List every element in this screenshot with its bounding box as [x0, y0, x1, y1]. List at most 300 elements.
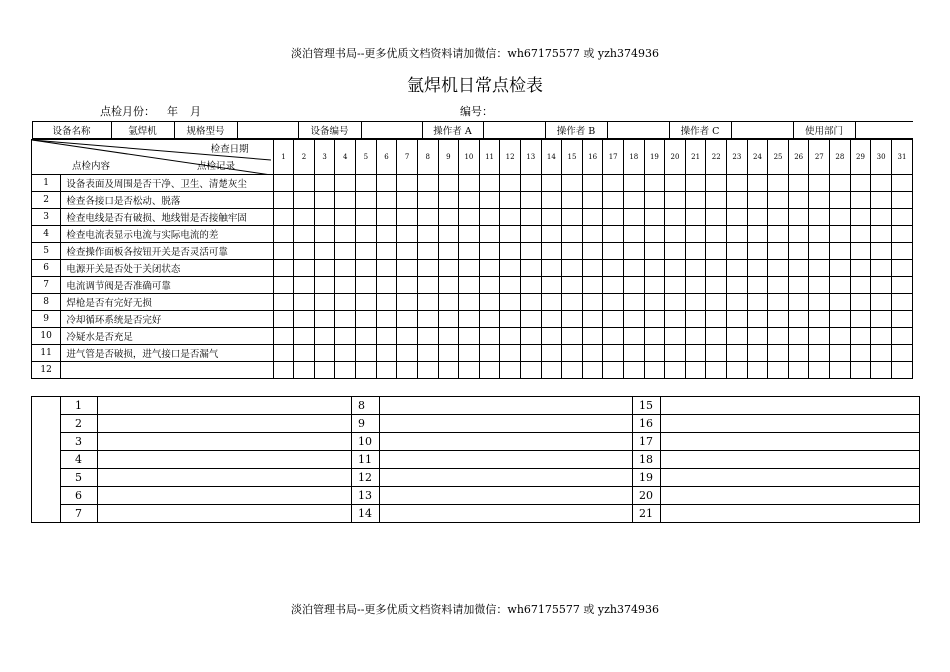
check-cell[interactable] [438, 362, 459, 379]
check-cell[interactable] [520, 175, 541, 192]
check-cell[interactable] [582, 192, 603, 209]
check-cell[interactable] [644, 260, 665, 277]
check-cell[interactable] [520, 226, 541, 243]
note-field[interactable] [98, 451, 352, 469]
check-cell[interactable] [582, 175, 603, 192]
check-cell[interactable] [747, 175, 768, 192]
check-cell[interactable] [562, 175, 583, 192]
check-cell[interactable] [479, 294, 500, 311]
check-cell[interactable] [500, 362, 521, 379]
check-cell[interactable] [294, 175, 315, 192]
check-cell[interactable] [644, 175, 665, 192]
check-cell[interactable] [582, 362, 603, 379]
check-cell[interactable] [850, 294, 871, 311]
check-cell[interactable] [335, 362, 356, 379]
check-cell[interactable] [335, 345, 356, 362]
check-cell[interactable] [685, 345, 706, 362]
check-cell[interactable] [314, 226, 335, 243]
check-cell[interactable] [685, 192, 706, 209]
check-cell[interactable] [830, 277, 851, 294]
check-cell[interactable] [273, 311, 294, 328]
check-cell[interactable] [665, 226, 686, 243]
check-cell[interactable] [727, 209, 748, 226]
check-cell[interactable] [644, 345, 665, 362]
check-cell[interactable] [500, 328, 521, 345]
check-cell[interactable] [562, 345, 583, 362]
check-cell[interactable] [520, 345, 541, 362]
check-cell[interactable] [294, 277, 315, 294]
check-cell[interactable] [706, 362, 727, 379]
check-cell[interactable] [541, 328, 562, 345]
check-cell[interactable] [562, 311, 583, 328]
check-cell[interactable] [850, 260, 871, 277]
check-cell[interactable] [376, 209, 397, 226]
check-cell[interactable] [685, 175, 706, 192]
check-cell[interactable] [438, 311, 459, 328]
check-cell[interactable] [706, 209, 727, 226]
check-cell[interactable] [273, 209, 294, 226]
check-cell[interactable] [727, 260, 748, 277]
check-cell[interactable] [809, 277, 830, 294]
check-cell[interactable] [376, 294, 397, 311]
check-cell[interactable] [397, 260, 418, 277]
check-cell[interactable] [314, 175, 335, 192]
check-cell[interactable] [479, 260, 500, 277]
check-cell[interactable] [438, 260, 459, 277]
check-cell[interactable] [582, 345, 603, 362]
check-cell[interactable] [314, 243, 335, 260]
check-cell[interactable] [335, 243, 356, 260]
check-cell[interactable] [438, 243, 459, 260]
check-cell[interactable] [582, 209, 603, 226]
check-cell[interactable] [335, 294, 356, 311]
check-cell[interactable] [541, 345, 562, 362]
check-cell[interactable] [747, 362, 768, 379]
check-cell[interactable] [706, 294, 727, 311]
check-cell[interactable] [727, 362, 748, 379]
check-cell[interactable] [356, 362, 377, 379]
check-cell[interactable] [788, 226, 809, 243]
check-cell[interactable] [479, 311, 500, 328]
check-cell[interactable] [417, 192, 438, 209]
check-cell[interactable] [376, 345, 397, 362]
check-cell[interactable] [644, 209, 665, 226]
check-cell[interactable] [397, 243, 418, 260]
check-cell[interactable] [665, 294, 686, 311]
check-cell[interactable] [500, 260, 521, 277]
check-cell[interactable] [397, 345, 418, 362]
check-cell[interactable] [727, 175, 748, 192]
check-cell[interactable] [747, 328, 768, 345]
check-cell[interactable] [768, 345, 789, 362]
check-cell[interactable] [376, 328, 397, 345]
check-cell[interactable] [644, 311, 665, 328]
check-cell[interactable] [891, 328, 912, 345]
check-cell[interactable] [582, 294, 603, 311]
check-cell[interactable] [768, 362, 789, 379]
check-cell[interactable] [376, 243, 397, 260]
note-field[interactable] [98, 469, 352, 487]
check-cell[interactable] [397, 209, 418, 226]
check-cell[interactable] [397, 362, 418, 379]
check-cell[interactable] [314, 362, 335, 379]
check-cell[interactable] [376, 277, 397, 294]
note-field[interactable] [380, 451, 633, 469]
check-cell[interactable] [459, 311, 480, 328]
check-cell[interactable] [891, 311, 912, 328]
check-cell[interactable] [809, 243, 830, 260]
check-cell[interactable] [706, 226, 727, 243]
check-cell[interactable] [850, 311, 871, 328]
check-cell[interactable] [727, 226, 748, 243]
check-cell[interactable] [830, 226, 851, 243]
check-cell[interactable] [850, 328, 871, 345]
note-field[interactable] [661, 505, 920, 523]
check-cell[interactable] [685, 277, 706, 294]
check-cell[interactable] [706, 328, 727, 345]
check-cell[interactable] [644, 277, 665, 294]
check-cell[interactable] [727, 243, 748, 260]
check-cell[interactable] [809, 345, 830, 362]
check-cell[interactable] [850, 226, 871, 243]
check-cell[interactable] [850, 209, 871, 226]
check-cell[interactable] [891, 260, 912, 277]
check-cell[interactable] [788, 345, 809, 362]
check-cell[interactable] [417, 311, 438, 328]
check-cell[interactable] [479, 226, 500, 243]
check-cell[interactable] [665, 192, 686, 209]
check-cell[interactable] [294, 328, 315, 345]
check-cell[interactable] [665, 362, 686, 379]
check-cell[interactable] [562, 226, 583, 243]
check-cell[interactable] [397, 175, 418, 192]
check-cell[interactable] [747, 277, 768, 294]
check-cell[interactable] [788, 175, 809, 192]
model-value[interactable] [237, 122, 298, 139]
note-field[interactable] [98, 397, 352, 415]
check-cell[interactable] [459, 175, 480, 192]
check-cell[interactable] [520, 311, 541, 328]
check-cell[interactable] [500, 277, 521, 294]
check-cell[interactable] [459, 209, 480, 226]
check-cell[interactable] [891, 209, 912, 226]
check-cell[interactable] [665, 175, 686, 192]
check-cell[interactable] [706, 192, 727, 209]
note-field[interactable] [661, 433, 920, 451]
check-cell[interactable] [541, 362, 562, 379]
check-cell[interactable] [314, 260, 335, 277]
check-cell[interactable] [541, 243, 562, 260]
check-cell[interactable] [788, 243, 809, 260]
check-cell[interactable] [809, 294, 830, 311]
note-field[interactable] [98, 505, 352, 523]
check-cell[interactable] [788, 328, 809, 345]
check-cell[interactable] [438, 328, 459, 345]
check-cell[interactable] [623, 260, 644, 277]
check-cell[interactable] [727, 328, 748, 345]
check-cell[interactable] [438, 277, 459, 294]
check-cell[interactable] [582, 260, 603, 277]
check-cell[interactable] [294, 260, 315, 277]
check-cell[interactable] [582, 243, 603, 260]
check-cell[interactable] [417, 226, 438, 243]
note-field[interactable] [661, 451, 920, 469]
check-cell[interactable] [809, 192, 830, 209]
check-cell[interactable] [520, 294, 541, 311]
check-cell[interactable] [356, 294, 377, 311]
check-cell[interactable] [603, 226, 624, 243]
check-cell[interactable] [603, 209, 624, 226]
check-cell[interactable] [459, 362, 480, 379]
check-cell[interactable] [459, 277, 480, 294]
check-cell[interactable] [335, 260, 356, 277]
check-cell[interactable] [376, 226, 397, 243]
check-cell[interactable] [520, 362, 541, 379]
check-cell[interactable] [397, 311, 418, 328]
check-cell[interactable] [623, 226, 644, 243]
check-cell[interactable] [520, 243, 541, 260]
check-cell[interactable] [809, 311, 830, 328]
check-cell[interactable] [520, 192, 541, 209]
check-cell[interactable] [830, 345, 851, 362]
check-cell[interactable] [582, 311, 603, 328]
check-cell[interactable] [768, 328, 789, 345]
check-cell[interactable] [768, 294, 789, 311]
check-cell[interactable] [706, 277, 727, 294]
check-cell[interactable] [768, 277, 789, 294]
check-cell[interactable] [891, 294, 912, 311]
check-cell[interactable] [356, 175, 377, 192]
check-cell[interactable] [768, 192, 789, 209]
note-field[interactable] [380, 415, 633, 433]
check-cell[interactable] [871, 277, 892, 294]
operator-b-value[interactable] [607, 122, 669, 139]
check-cell[interactable] [747, 345, 768, 362]
check-cell[interactable] [685, 328, 706, 345]
check-cell[interactable] [314, 311, 335, 328]
check-cell[interactable] [500, 311, 521, 328]
check-cell[interactable] [273, 243, 294, 260]
check-cell[interactable] [788, 311, 809, 328]
check-cell[interactable] [788, 362, 809, 379]
check-cell[interactable] [356, 345, 377, 362]
check-cell[interactable] [788, 260, 809, 277]
check-cell[interactable] [314, 277, 335, 294]
check-cell[interactable] [871, 294, 892, 311]
check-cell[interactable] [747, 311, 768, 328]
note-field[interactable] [380, 487, 633, 505]
check-cell[interactable] [582, 328, 603, 345]
check-cell[interactable] [603, 311, 624, 328]
check-cell[interactable] [830, 175, 851, 192]
check-cell[interactable] [335, 192, 356, 209]
check-cell[interactable] [314, 345, 335, 362]
check-cell[interactable] [520, 260, 541, 277]
check-cell[interactable] [335, 226, 356, 243]
check-cell[interactable] [871, 209, 892, 226]
check-cell[interactable] [438, 294, 459, 311]
check-cell[interactable] [830, 209, 851, 226]
check-cell[interactable] [747, 260, 768, 277]
check-cell[interactable] [376, 311, 397, 328]
check-cell[interactable] [706, 260, 727, 277]
check-cell[interactable] [294, 345, 315, 362]
check-cell[interactable] [582, 277, 603, 294]
check-cell[interactable] [541, 260, 562, 277]
check-cell[interactable] [830, 243, 851, 260]
check-cell[interactable] [335, 209, 356, 226]
check-cell[interactable] [727, 192, 748, 209]
check-cell[interactable] [376, 362, 397, 379]
check-cell[interactable] [603, 243, 624, 260]
check-cell[interactable] [459, 226, 480, 243]
check-cell[interactable] [562, 260, 583, 277]
check-cell[interactable] [294, 294, 315, 311]
check-cell[interactable] [273, 260, 294, 277]
check-cell[interactable] [830, 260, 851, 277]
note-field[interactable] [380, 433, 633, 451]
check-cell[interactable] [500, 243, 521, 260]
check-cell[interactable] [541, 277, 562, 294]
check-cell[interactable] [891, 175, 912, 192]
check-cell[interactable] [644, 294, 665, 311]
check-cell[interactable] [871, 260, 892, 277]
check-cell[interactable] [809, 260, 830, 277]
check-cell[interactable] [644, 192, 665, 209]
check-cell[interactable] [871, 328, 892, 345]
check-cell[interactable] [685, 226, 706, 243]
check-cell[interactable] [417, 260, 438, 277]
check-cell[interactable] [479, 328, 500, 345]
check-cell[interactable] [623, 311, 644, 328]
check-cell[interactable] [871, 226, 892, 243]
check-cell[interactable] [788, 209, 809, 226]
check-cell[interactable] [747, 243, 768, 260]
check-cell[interactable] [809, 209, 830, 226]
check-cell[interactable] [335, 277, 356, 294]
check-cell[interactable] [273, 362, 294, 379]
check-cell[interactable] [500, 294, 521, 311]
note-field[interactable] [98, 487, 352, 505]
check-cell[interactable] [644, 328, 665, 345]
check-cell[interactable] [727, 345, 748, 362]
check-cell[interactable] [788, 192, 809, 209]
check-cell[interactable] [314, 328, 335, 345]
check-cell[interactable] [459, 294, 480, 311]
check-cell[interactable] [891, 192, 912, 209]
check-cell[interactable] [623, 175, 644, 192]
check-cell[interactable] [356, 260, 377, 277]
check-cell[interactable] [479, 345, 500, 362]
check-cell[interactable] [768, 311, 789, 328]
check-cell[interactable] [644, 243, 665, 260]
check-cell[interactable] [376, 175, 397, 192]
check-cell[interactable] [871, 192, 892, 209]
check-cell[interactable] [891, 345, 912, 362]
check-cell[interactable] [871, 311, 892, 328]
check-cell[interactable] [356, 311, 377, 328]
check-cell[interactable] [562, 277, 583, 294]
check-cell[interactable] [273, 294, 294, 311]
check-cell[interactable] [685, 243, 706, 260]
check-cell[interactable] [830, 192, 851, 209]
check-cell[interactable] [623, 209, 644, 226]
check-cell[interactable] [479, 243, 500, 260]
check-cell[interactable] [294, 243, 315, 260]
check-cell[interactable] [685, 260, 706, 277]
check-cell[interactable] [500, 175, 521, 192]
check-cell[interactable] [417, 328, 438, 345]
check-cell[interactable] [891, 362, 912, 379]
check-cell[interactable] [459, 345, 480, 362]
check-cell[interactable] [294, 362, 315, 379]
check-cell[interactable] [459, 243, 480, 260]
check-cell[interactable] [459, 260, 480, 277]
check-cell[interactable] [582, 226, 603, 243]
note-field[interactable] [661, 415, 920, 433]
check-cell[interactable] [788, 294, 809, 311]
check-cell[interactable] [417, 362, 438, 379]
check-cell[interactable] [438, 345, 459, 362]
check-cell[interactable] [665, 260, 686, 277]
operator-c-value[interactable] [731, 122, 793, 139]
check-cell[interactable] [623, 243, 644, 260]
check-cell[interactable] [830, 294, 851, 311]
check-cell[interactable] [500, 345, 521, 362]
check-cell[interactable] [706, 311, 727, 328]
check-cell[interactable] [685, 209, 706, 226]
check-cell[interactable] [562, 243, 583, 260]
check-cell[interactable] [665, 277, 686, 294]
check-cell[interactable] [541, 209, 562, 226]
check-cell[interactable] [603, 294, 624, 311]
check-cell[interactable] [830, 311, 851, 328]
check-cell[interactable] [685, 362, 706, 379]
check-cell[interactable] [871, 175, 892, 192]
note-field[interactable] [380, 469, 633, 487]
check-cell[interactable] [850, 362, 871, 379]
check-cell[interactable] [562, 362, 583, 379]
check-cell[interactable] [665, 209, 686, 226]
check-cell[interactable] [500, 192, 521, 209]
note-field[interactable] [661, 397, 920, 415]
check-cell[interactable] [294, 311, 315, 328]
check-cell[interactable] [335, 175, 356, 192]
check-cell[interactable] [397, 226, 418, 243]
check-cell[interactable] [417, 277, 438, 294]
check-cell[interactable] [706, 345, 727, 362]
check-cell[interactable] [665, 328, 686, 345]
check-cell[interactable] [747, 294, 768, 311]
check-cell[interactable] [665, 345, 686, 362]
note-field[interactable] [661, 469, 920, 487]
check-cell[interactable] [623, 362, 644, 379]
check-cell[interactable] [417, 243, 438, 260]
check-cell[interactable] [273, 328, 294, 345]
check-cell[interactable] [562, 294, 583, 311]
check-cell[interactable] [335, 328, 356, 345]
check-cell[interactable] [397, 192, 418, 209]
check-cell[interactable] [850, 192, 871, 209]
check-cell[interactable] [397, 277, 418, 294]
check-cell[interactable] [500, 209, 521, 226]
check-cell[interactable] [541, 294, 562, 311]
check-cell[interactable] [356, 209, 377, 226]
note-field[interactable] [98, 415, 352, 433]
check-cell[interactable] [623, 345, 644, 362]
check-cell[interactable] [850, 345, 871, 362]
note-field[interactable] [380, 505, 633, 523]
